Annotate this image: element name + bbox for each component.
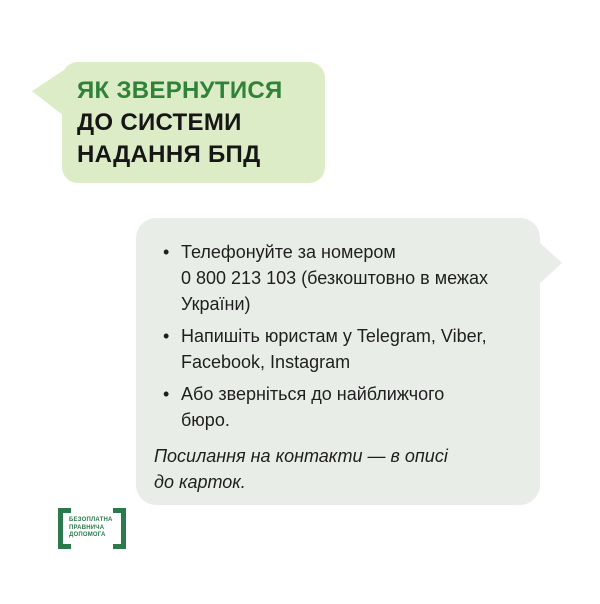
list-item-text: Напишіть юристам у Telegram, Viber, Facebook, Instagram bbox=[181, 326, 487, 372]
list-item bbox=[163, 381, 520, 433]
title-bubble bbox=[62, 62, 325, 183]
title-line-2: ДО СИСТЕМИ bbox=[77, 109, 242, 136]
list-item-text: Телефонуйте за номером 0 800 213 103 (безкоштовно в межах України) bbox=[181, 242, 488, 314]
list-item-text: Або зверніться до найближчого бюро. bbox=[181, 384, 445, 430]
contact-options-list bbox=[163, 239, 520, 433]
bullet-dot-icon: • bbox=[163, 326, 170, 346]
list-item bbox=[163, 323, 520, 375]
contacts-note: Посилання на контакти — в описі до карток. bbox=[154, 446, 448, 492]
bullet-dot-icon: • bbox=[163, 384, 170, 404]
title-bubble-tail-icon bbox=[32, 70, 64, 116]
bullet-dot-icon: • bbox=[163, 242, 170, 262]
list-item bbox=[163, 239, 520, 317]
title-line-3: НАДАННЯ БПД bbox=[77, 141, 261, 168]
info-bubble-tail-icon bbox=[538, 241, 562, 285]
info-bubble bbox=[136, 218, 540, 505]
logo-right-bracket-icon bbox=[113, 508, 126, 549]
legal-aid-logo bbox=[58, 508, 126, 549]
logo-text: БЕЗОПЛАТНА ПРАВНИЧА ДОПОМОГА bbox=[69, 517, 113, 538]
title-line-1: ЯК ЗВЕРНУТИСЯ bbox=[77, 77, 283, 104]
